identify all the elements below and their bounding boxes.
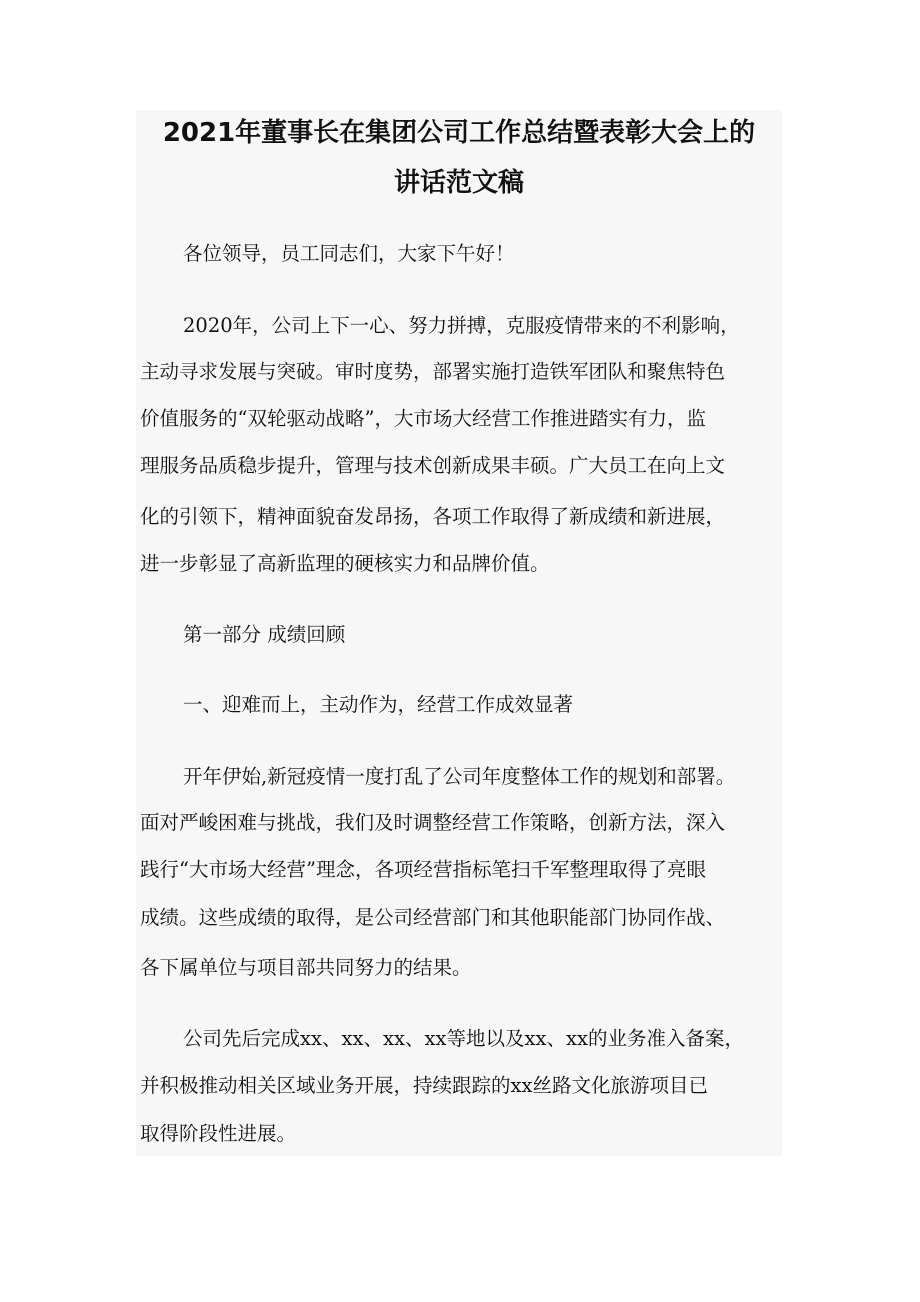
document-title-line-1: 2021年董事长在集团公司工作总结暨表彰大会上的 (162, 118, 756, 148)
paragraph-3-line: 并积极推动相关区域业务开展，持续跟踪的xx丝路文化旅游项目已 (140, 1074, 708, 1097)
paragraph-1-line: 价值服务的“双轮驱动战略”，大市场大经营工作推进踏实有力，监 (140, 407, 706, 430)
paragraph-1-line: 进一步彰显了高新监理的硬核实力和品牌价值。 (140, 552, 550, 575)
paragraph-3-line: 公司先后完成xx、xx、xx、xx等地以及xx、xx的业务准入备案， (183, 1027, 744, 1050)
paragraph-2-line: 践行“大市场大经营”理念，各项经营指标笔扫千军整理取得了亮眼 (140, 858, 706, 881)
paragraph-2-line: 面对严峻困难与挑战，我们及时调整经营工作策略，创新方法，深入 (140, 811, 726, 834)
paragraph-2-line: 各下属单位与项目部共同努力的结果。 (140, 956, 472, 979)
paragraph-2-line: 开年伊始,新冠疫情一度打乱了公司年度整体工作的规划和部署。 (183, 765, 736, 788)
document-title-line-2: 讲话范文稿 (393, 168, 524, 198)
paragraph-1-line: 2020年，公司上下一心、努力拼搏，克服疫情带来的不利影响， (183, 314, 740, 337)
paragraph-1-line: 理服务品质稳步提升，管理与技术创新成果丰硕。广大员工在向上文 (140, 454, 726, 477)
paragraph-2-line: 成绩。这些成绩的取得，是公司经营部门和其他职能部门协同作战、 (140, 906, 726, 929)
subsection-heading: 一、迎难而上，主动作为，经营工作成效显著 (183, 693, 574, 716)
greeting: 各位领导，员工同志们，大家下午好！ (183, 242, 515, 265)
paragraph-1-line: 化的引领下，精神面貌奋发昂扬，各项工作取得了新成绩和新进展， (140, 505, 726, 528)
section-heading: 第一部分 成绩回顾 (183, 623, 346, 646)
paragraph-3-line: 取得阶段性进展。 (140, 1122, 297, 1145)
paragraph-1-line: 主动寻求发展与突破。审时度势，部署实施打造铁军团队和聚焦特色 (140, 360, 726, 383)
